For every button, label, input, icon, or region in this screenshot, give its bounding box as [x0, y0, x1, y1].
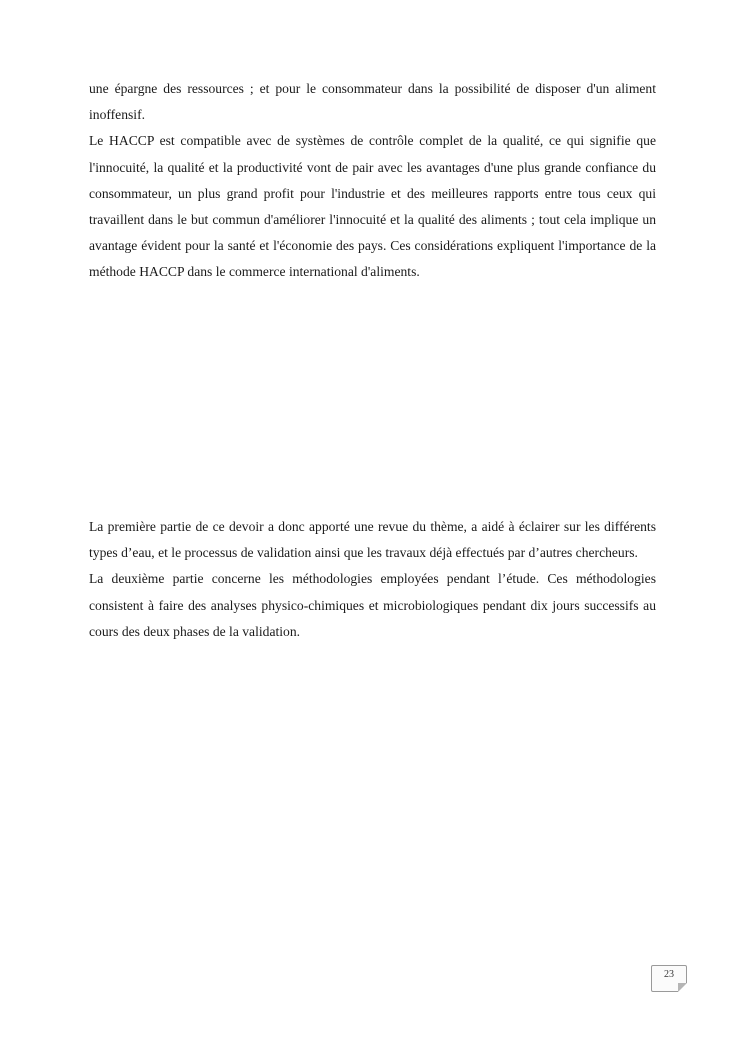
page-number-badge: [651, 965, 687, 992]
page-number: 23: [664, 969, 674, 980]
paragraph: une épargne des ressources ; et pour le consommateur dans la possibilité de disposer d'un aliment inoffensif.: [89, 81, 656, 123]
text-block-haccp: [89, 76, 656, 286]
paragraph: La deuxième partie concerne les méthodologies employées pendant l’étude. Ces méthodologies consistent à faire des analyses physico-chimiques et microbiologiques pendant dix jours successifs au cours des deux phases de la validation.: [89, 571, 656, 639]
paragraph: Le HACCP est compatible avec de systèmes de contrôle complet de la qualité, ce qui signifie que l'innocuité, la qualité et la productivité vont de pair avec les avantages d'une plus grande confiance du consommateur, un plus grand profit pour l'industrie et des meilleures rapports entre tous ceux qui travaillent dans le but commun d'améliorer l'innocuité et la qualité des aliments ; tout cela implique un avantage évident pour la santé et l'économie des pays. Ces considérations expliquent l'importance de la méthode HACCP dans le commerce international d'aliments.: [89, 133, 656, 280]
page-curl-icon: [678, 983, 687, 992]
paragraph: La première partie de ce devoir a donc apporté une revue du thème, a aidé à éclairer sur les différents types d’eau, et le processus de validation ainsi que les travaux déjà effectués par d’autres chercheurs.: [89, 519, 656, 561]
text-block-summary: [89, 514, 656, 645]
